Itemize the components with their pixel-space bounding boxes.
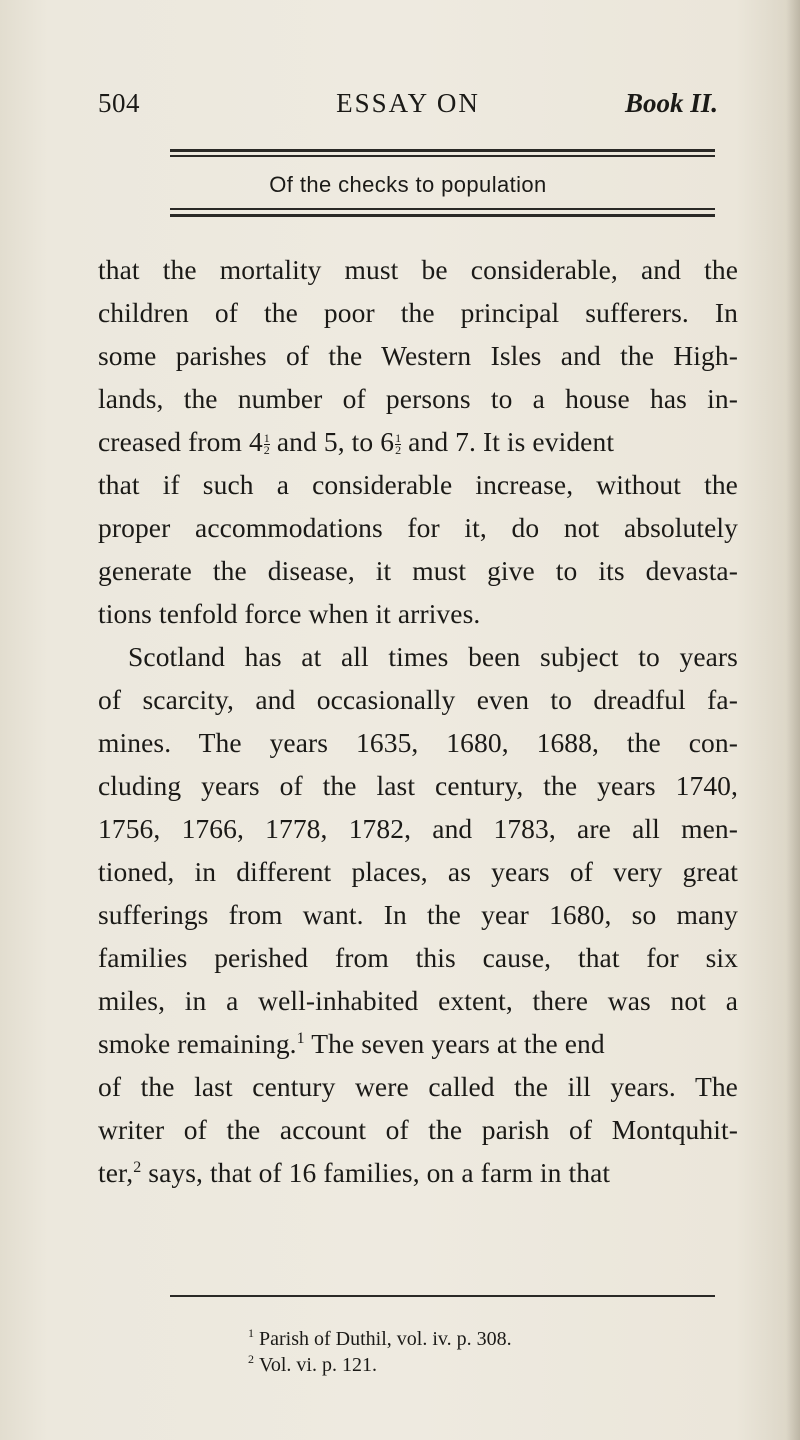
text-segment: and 7. It is evident [401,426,615,457]
text-line: Scotland has at all times been subject to years [128,641,738,672]
text-line: writer of the account of the parish of Montquhit- [98,1114,738,1145]
fraction-numerator: 1 [263,431,270,446]
text-line [98,1151,738,1194]
text-line: miles, in a well-inhabited extent, there was not a [98,985,738,1016]
text-segment: and 5, to 6 [269,426,395,457]
text-line: families perished from this cause, that for six [98,942,738,973]
text-line [98,420,738,463]
text-segment: ter, [98,1157,134,1188]
footnote-mark: 2 [248,1352,254,1366]
footnotes [248,1326,728,1378]
footnote-text: Vol. vi. p. 121. [259,1354,377,1376]
text-line: cluding years of the last century, the years 1740, [98,770,738,801]
text-segment: The seven years at the end [304,1028,605,1059]
page-number: 504 [98,88,140,118]
section-heading: Of the checks to population [269,172,547,197]
text-line: tions tenfold force when it arrives. [98,598,481,629]
text-line: generate the disease, it must give to its devasta- [98,555,738,586]
footnote-mark: 1 [248,1326,254,1340]
text-line: lands, the number of persons to a house has in- [98,383,738,414]
footnote-text: Parish of Duthil, vol. iv. p. 308. [259,1328,512,1350]
fraction-denominator: 2 [395,443,402,458]
fraction-numerator: 1 [395,431,402,446]
text-segment: smoke remaining. [98,1028,297,1059]
text-line: tioned, in different places, as years of very great [98,856,738,887]
footnote-ref[interactable]: 2 [133,1159,142,1176]
text-line [98,1022,738,1065]
footnote-rule [170,1295,715,1297]
header-rule-top-double [170,155,715,157]
fraction-denominator: 2 [263,443,270,458]
book-label: Book II. [624,88,718,118]
text-line: some parishes of the Western Isles and the High- [98,340,738,371]
section-rule [170,208,715,210]
text-line: that the mortality must be considerable, and the [98,254,738,285]
text-line: that if such a considerable increase, without the [98,469,738,500]
footnote [248,1352,728,1378]
text-line: sufferings from want. In the year 1680, so many [98,899,738,930]
text-segment: creased from 4 [98,426,263,457]
footnote [248,1326,728,1352]
text-line: proper accommodations for it, do not absolutely [98,512,738,543]
text-line: 1756, 1766, 1778, 1782, and 1783, are all men- [98,813,738,844]
body-text [98,248,738,1194]
text-segment: says, that of 16 families, on a farm in that [141,1157,611,1188]
running-title: ESSAY ON [336,88,480,118]
footnote-ref[interactable]: 1 [296,1030,305,1047]
page-header [98,88,718,128]
text-line: of the last century were called the ill years. The [98,1071,738,1102]
page-edge-shadow [786,0,800,1440]
section-rule-double [170,214,715,217]
text-line: of scarcity, and occasionally even to dreadful fa- [98,684,738,715]
text-line: mines. The years 1635, 1680, 1688, the con- [98,727,738,758]
text-line: children of the poor the principal sufferers. In [98,297,738,328]
header-rule-top [170,149,715,152]
